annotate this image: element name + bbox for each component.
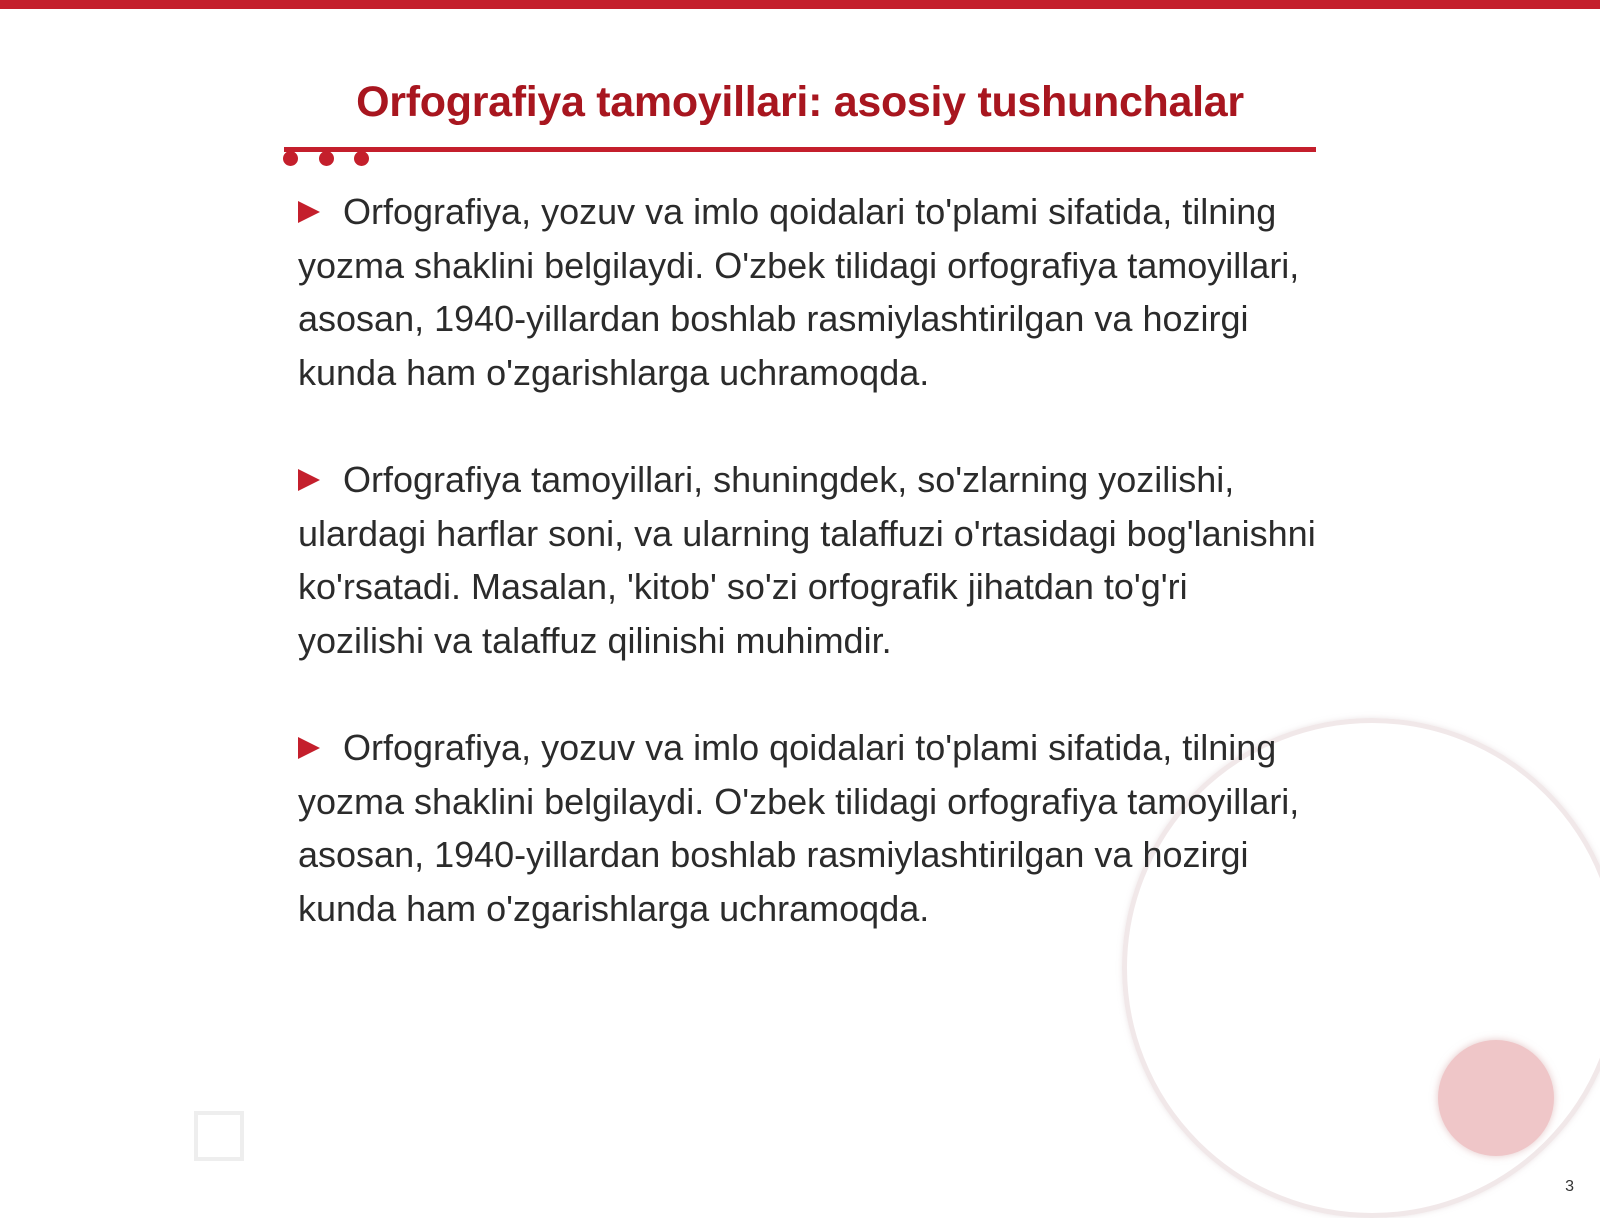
page-number: 3 <box>1565 1178 1574 1195</box>
bullet-item <box>298 185 1318 399</box>
decorative-square <box>194 1111 244 1161</box>
underline-dot <box>319 151 334 166</box>
top-accent-bar <box>0 0 1600 9</box>
decorative-circle <box>1438 1040 1554 1156</box>
bullet-text: Orfografiya, yozuv va imlo qoidalari to'plami sifatida, tilning yozma shaklini belgilaydi. O'zbek tilidagi orfografiya tamoyillari, asosan, 1940-yillardan boshlab rasmiylashtirilgan va hozirgi kunda ham o'zgarishlarga uchramoqda. <box>298 191 1300 393</box>
bullet-list <box>298 185 1318 989</box>
triangle-right-icon <box>298 201 320 223</box>
underline-dot <box>283 151 298 166</box>
title-underline <box>284 147 1316 152</box>
bullet-item <box>298 453 1318 667</box>
bullet-text: Orfografiya, yozuv va imlo qoidalari to'plami sifatida, tilning yozma shaklini belgilaydi. O'zbek tilidagi orfografiya tamoyillari, asosan, 1940-yillardan boshlab rasmiylashtirilgan va hozirgi kunda ham o'zgarishlarga uchramoqda. <box>298 727 1300 929</box>
bullet-item <box>298 721 1318 935</box>
triangle-right-icon <box>298 737 320 759</box>
triangle-right-icon <box>298 469 320 491</box>
bullet-text: Orfografiya tamoyillari, shuningdek, so'zlarning yozilishi, ulardagi harflar soni, va ularning talaffuzi o'rtasidagi bog'lanishni ko'rsatadi. Masalan, 'kitob' so'zi orfografik jihatdan to'g'ri yozilishi va talaffuz qilinishi muhimdir. <box>298 459 1316 661</box>
underline-dot <box>354 151 369 166</box>
slide-title: Orfografiya tamoyillari: asosiy tushunchalar <box>356 78 1244 126</box>
